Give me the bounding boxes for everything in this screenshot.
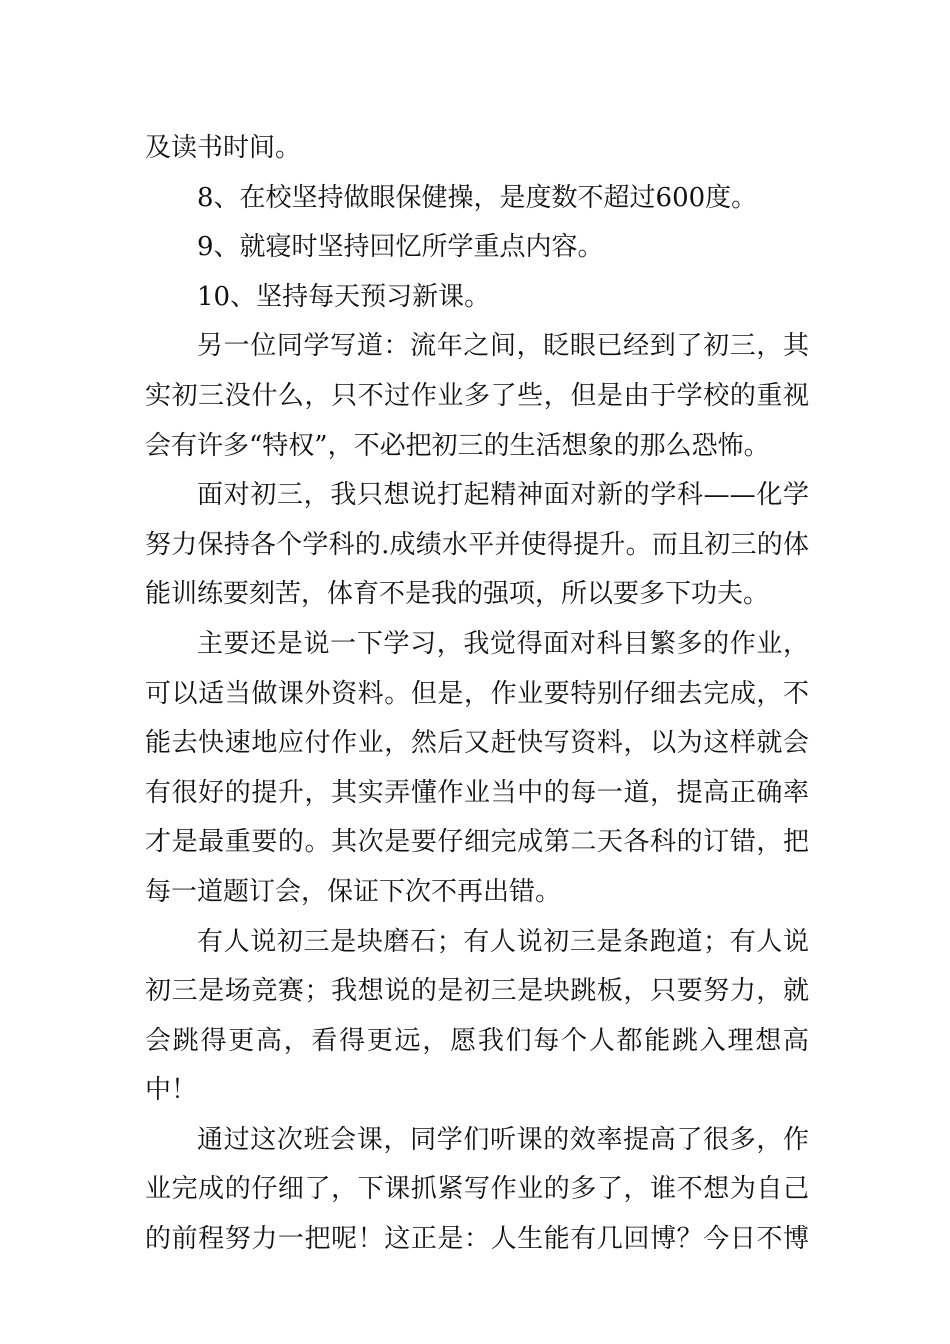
paragraph: 另一位同学写道：流年之间，眨眼已经到了初三，其实初三没什么，只不过作业多了些，但是由于学校的重视会有许多“特权”，不必把初三的生活想象的那么恐怖。 [145, 331, 809, 461]
list-item-9: 9、就寝时坚持回忆所学重点内容。 [197, 232, 604, 263]
paragraph: 有人说初三是块磨石；有人说初三是条跑道；有人说初三是场竞赛；我想说的是初三是块跳板，只要努力，就会跳得更高，看得更远，愿我们每个人都能跳入理想高中！ [145, 926, 809, 1106]
paragraph: 面对初三，我只想说打起精神面对新的学科——化学努力保持各个学科的.成绩水平并使得提升。而且初三的体能训练要刻苦，体育不是我的强项，所以要多下功夫。 [145, 480, 809, 610]
document-body [145, 124, 809, 1265]
paragraph-continuation: 及读书时间。 [145, 133, 302, 163]
paragraph: 主要还是说一下学习，我觉得面对科目繁多的作业，可以适当做课外资料。但是，作业要特别仔细去完成，不能去快速地应付作业，然后又赶快写资料，以为这样就会有很好的提升，其实弄懂作业当中的每一道，提高正确率才是最重要的。其次是要仔细完成第二天各科的订错，把每一道题订会，保证下次不再出错。 [145, 628, 809, 907]
list-item-8: 8、在校坚持做眼保健操，是度数不超过600度。 [197, 182, 758, 213]
list-item-10: 10、坚持每天预习新课。 [197, 281, 491, 312]
paragraph: 通过这次班会课，同学们听课的效率提高了很多，作业完成的仔细了，下课抓紧写作业的多了，谁不想为自己的前程努力一把呢！这正是：人生能有几回博？今日不博 [145, 1124, 809, 1255]
